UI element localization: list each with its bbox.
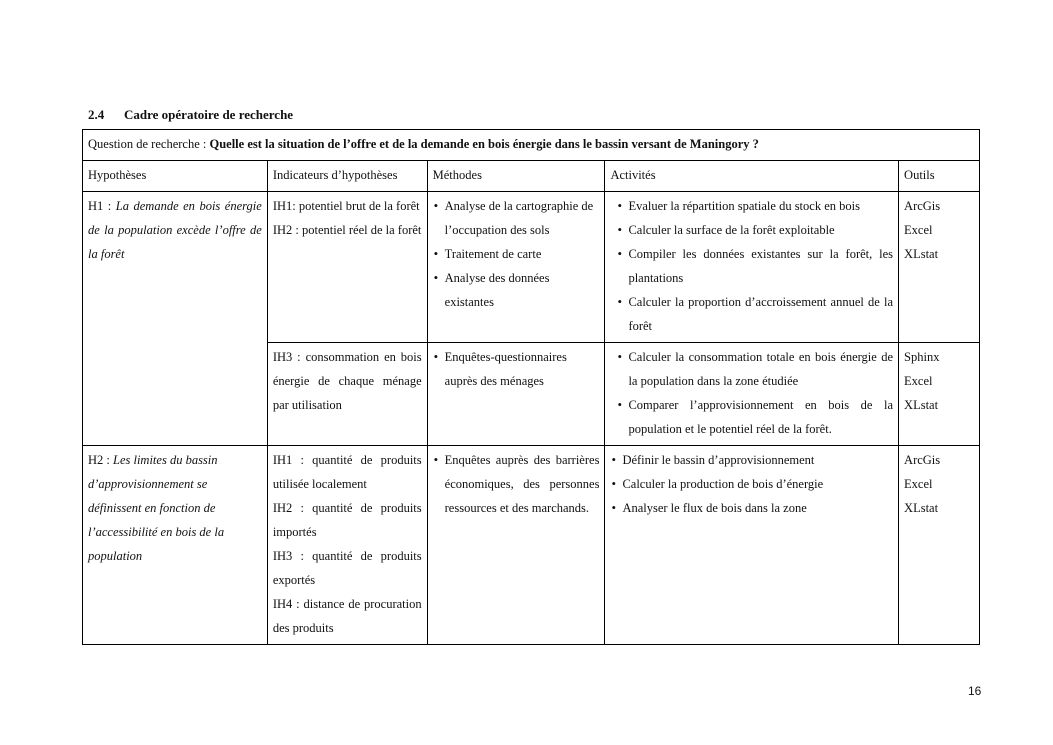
tool-item: ArcGis (904, 199, 941, 213)
h2-tools (899, 446, 980, 645)
h2-indicators (267, 446, 427, 645)
h1-hypothesis-cell (83, 192, 268, 446)
h2-text: Les limites du bassin d’approvisionnement se définissent en fonction de l’accessibilité en bois de la population (88, 453, 225, 563)
activity-item: • Calculer la proportion d’accroissement annuel de la forêt (616, 290, 893, 338)
h1-label: H1 : (88, 199, 116, 213)
tool-item: XLstat (904, 398, 939, 412)
tool-item: XLstat (904, 247, 939, 261)
question-text: Quelle est la situation de l’offre et de la demande en bois énergie dans le bassin versant de Maningory ? (209, 137, 759, 151)
section-number: 2.4 (88, 107, 105, 122)
research-question-row (83, 130, 980, 161)
method-item: • Enquêtes-questionnaires auprès des ménages (433, 345, 600, 393)
page-number: 16 (968, 684, 982, 698)
section-title: Cadre opératoire de recherche (124, 107, 294, 122)
activity-item: • Calculer la consommation totale en bois énergie de la population dans la zone étudiée (616, 345, 893, 393)
h1-g2-indicators (267, 343, 427, 446)
method-item: • Enquêtes auprès des barrières économiques, des personnes ressources et des marchands. (433, 448, 600, 520)
h1-g2-activities (605, 343, 899, 446)
tool-item: ArcGis (904, 453, 941, 467)
tool-item: XLstat (904, 501, 939, 515)
activity-item: • Calculer la surface de la forêt exploitable (616, 218, 893, 242)
indicator: IH3 : quantité de produits exportés (272, 549, 422, 587)
header-indicators: Indicateurs d’hypothèses (267, 161, 427, 192)
operational-framework-table (82, 129, 980, 645)
h2-hypothesis-cell (83, 446, 268, 645)
indicator: IH1: potentiel brut de la forêt (272, 199, 420, 213)
header-tools: Outils (899, 161, 980, 192)
header-row (83, 161, 980, 192)
h1-text: La demande en bois énergie de la population excède l’offre de la forêt (88, 199, 262, 261)
h1-g1-methods (427, 192, 605, 343)
method-item: • Analyse de la cartographie de l’occupation des sols (433, 194, 600, 242)
h2-activities (605, 446, 899, 645)
method-item: • Traitement de carte (433, 242, 600, 266)
activity-item: • Définir le bassin d’approvisionnement (610, 448, 893, 472)
h1-g2-methods (427, 343, 605, 446)
activity-item: • Evaluer la répartition spatiale du stock en bois (616, 194, 893, 218)
h1-g2-tools (899, 343, 980, 446)
h1-g1-indicators (267, 192, 427, 343)
activity-item: • Compiler les données existantes sur la forêt, les plantations (616, 242, 893, 290)
research-question-cell (83, 130, 980, 161)
h1-g1-tools (899, 192, 980, 343)
indicator: IH2 : potentiel réel de la forêt (272, 223, 422, 237)
activity-item: • Analyser le flux de bois dans la zone (610, 496, 893, 520)
section-heading (88, 107, 293, 123)
h2-methods (427, 446, 605, 645)
indicator: IH1 : quantité de produits utilisée localement (272, 453, 422, 491)
h2-label: H2 : (88, 453, 113, 467)
question-prefix: Question de recherche : (88, 137, 210, 151)
tool-item: Excel (904, 223, 933, 237)
indicator: IH2 : quantité de produits importés (272, 501, 422, 539)
activity-item: • Comparer l’approvisionnement en bois de la population et le potentiel réel de la forêt. (616, 393, 893, 441)
header-hypotheses: Hypothèses (83, 161, 268, 192)
activity-item: • Calculer la production de bois d’énergie (610, 472, 893, 496)
tool-item: Sphinx (904, 350, 940, 364)
indicator: IH4 : distance de procuration des produits (272, 597, 422, 635)
h1-g1-activities (605, 192, 899, 343)
tool-item: Excel (904, 374, 933, 388)
method-item: • Analyse des données existantes (433, 266, 600, 314)
h1-row-1 (83, 192, 980, 343)
header-methods: Méthodes (427, 161, 605, 192)
header-activities: Activités (605, 161, 899, 192)
indicator: IH3 : consommation en bois énergie de chaque ménage par utilisation (272, 350, 422, 412)
h2-row (83, 446, 980, 645)
tool-item: Excel (904, 477, 933, 491)
